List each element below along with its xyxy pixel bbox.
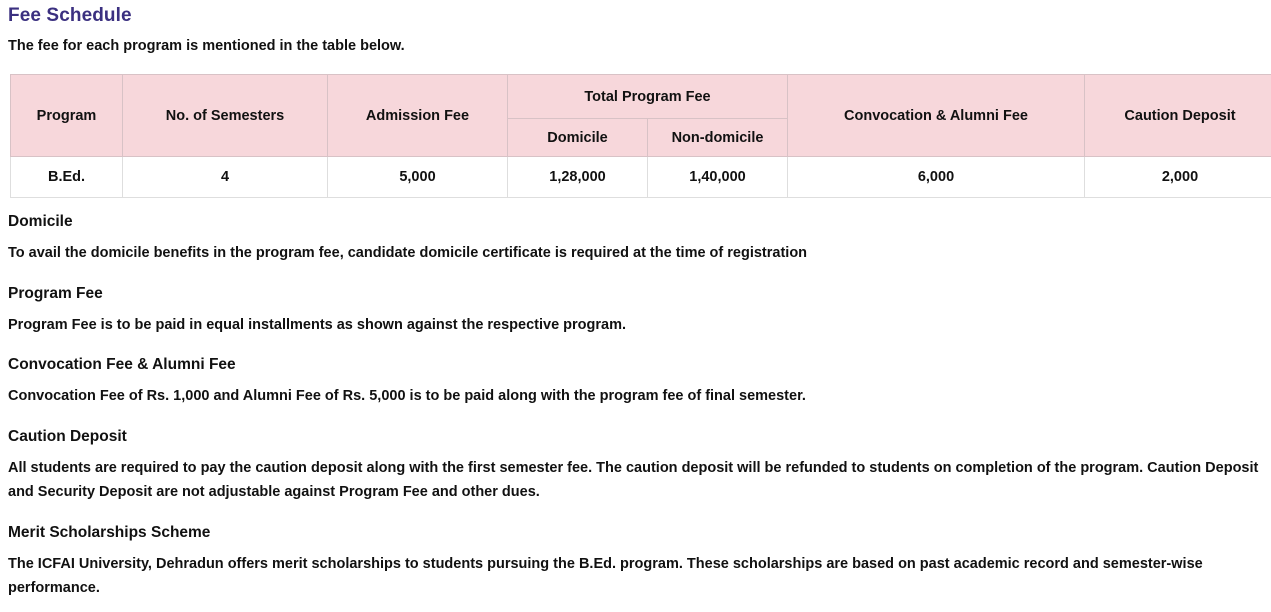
intro-text: The fee for each program is mentioned in the table below.	[8, 38, 405, 54]
section-body: Program Fee is to be paid in equal installments as shown against the respective program.	[8, 316, 627, 333]
section-domicile	[8, 212, 1263, 266]
column-header-semesters: No. of Semesters	[123, 75, 328, 157]
column-header-program: Program	[11, 75, 123, 157]
table-row	[11, 157, 1271, 198]
section-body: Convocation Fee of Rs. 1,000 and Alumni Fee of Rs. 5,000 is to be paid along with the program fee of final semester.	[8, 388, 806, 404]
content-sections	[8, 212, 1263, 601]
section-merit-scholarships-scheme	[8, 523, 1263, 601]
fee-schedule-table	[10, 74, 1271, 198]
table-head	[11, 75, 1271, 157]
fee-table-container	[10, 74, 1271, 198]
section-body: All students are required to pay the caution deposit along with the first semester fee. The caution deposit will be refunded to students on completion of the program. Caution Deposit and Security Deposit are not adjustable against Program Fee and other dues.	[8, 459, 1259, 500]
cell-semesters: 4	[123, 157, 328, 198]
cell-admission-fee: 5,000	[328, 157, 508, 198]
section-heading: Merit Scholarships Scheme	[8, 523, 211, 541]
section-body: The ICFAI University, Dehradun offers merit scholarships to students pursuing the B.Ed. program. These scholarships are based on past academic record and semester-wise performance.	[8, 555, 1203, 596]
column-header-non-domicile: Non-domicile	[648, 119, 788, 157]
cell-total-fee-domicile: 1,28,000	[508, 157, 648, 198]
table-body	[11, 157, 1271, 198]
section-heading: Convocation Fee & Alumni Fee	[8, 356, 236, 373]
section-caution-deposit	[8, 427, 1263, 505]
column-header-convocation-alumni-fee: Convocation & Alumni Fee	[788, 75, 1085, 157]
section-program-fee	[8, 284, 1263, 338]
cell-caution-deposit: 2,000	[1085, 157, 1271, 198]
column-header-domicile: Domicile	[508, 119, 648, 157]
section-body: To avail the domicile benefits in the program fee, candidate domicile certificate is required at the time of registration	[8, 245, 808, 261]
table-header-row-group	[11, 75, 1271, 119]
section-convocation-alumni-fee	[8, 355, 1263, 409]
section-heading: Caution Deposit	[8, 427, 127, 445]
column-header-total-program-fee: Total Program Fee	[508, 75, 788, 119]
column-header-caution-deposit: Caution Deposit	[1085, 75, 1271, 157]
cell-total-fee-non-domicile: 1,40,000	[648, 157, 788, 198]
cell-program: B.Ed.	[11, 157, 123, 198]
page-title: Fee Schedule	[8, 5, 132, 26]
column-header-admission-fee: Admission Fee	[328, 75, 508, 157]
section-heading: Domicile	[8, 213, 73, 230]
section-heading: Program Fee	[8, 284, 103, 302]
cell-convocation-alumni-fee: 6,000	[788, 157, 1085, 198]
